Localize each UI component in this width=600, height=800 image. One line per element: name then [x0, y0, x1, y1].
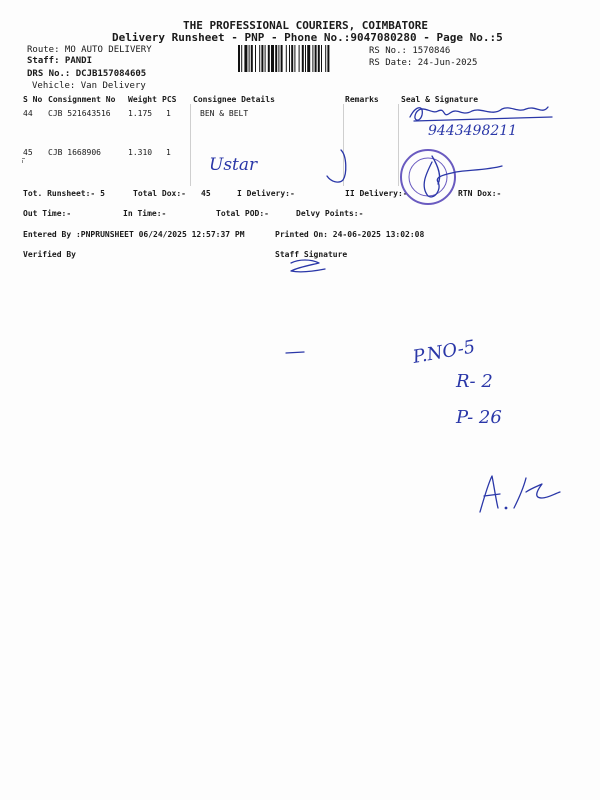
barcode-bar	[241, 45, 242, 72]
barcode-bar	[327, 45, 329, 72]
barcode-bar	[289, 45, 290, 72]
drs-number: DRS No.: DCJB157084605	[27, 69, 147, 79]
initials-scribble	[474, 468, 570, 520]
barcode-bar	[305, 45, 306, 72]
staff-label: Staff: PANDI	[27, 56, 93, 66]
rs-number: RS No.: 1570846	[369, 46, 451, 56]
runsheet-subtitle: Delivery Runsheet - PNP - Phone No.:9047080280 - Page No.:5	[112, 31, 503, 44]
rs-date: RS Date: 24-Jun-2025	[369, 58, 478, 68]
printed-on: Printed On: 24-06-2025 13:02:08	[275, 230, 425, 239]
total-dox-value: 45	[201, 189, 211, 198]
row-44-handwritten-phone: 9443498211	[428, 123, 518, 139]
barcode-bar	[294, 45, 295, 72]
svg-text:Ustar: Ustar	[209, 155, 258, 175]
col-header-weight: Weight	[128, 95, 157, 104]
barcode-bar	[265, 45, 266, 72]
note-pno: P.NO-5	[411, 336, 477, 368]
seal-stamp	[398, 140, 508, 220]
barcode-bar	[255, 45, 256, 72]
barcode-bar	[302, 45, 304, 72]
scan-speck	[22, 160, 23, 163]
staff-signature-scribble	[285, 255, 345, 277]
pen-mark	[284, 348, 308, 358]
barcode-bar	[281, 45, 283, 72]
note-p: P- 26	[456, 407, 502, 428]
barcode-bar	[315, 45, 317, 72]
row-45-remark-handwriting	[205, 146, 365, 186]
barcode-bar	[307, 45, 310, 72]
barcode-bar	[271, 45, 274, 72]
row-45-weight: 1.310	[128, 148, 153, 157]
row-45-consignment: CJB 1668906	[48, 148, 101, 157]
row-44-consignee: BEN & BELT	[200, 109, 249, 118]
barcode-bar	[318, 45, 320, 72]
col-header-pcs: PCS	[162, 95, 177, 104]
col-header-sno: S No	[23, 95, 43, 104]
col-header-remarks: Remarks	[345, 95, 379, 104]
col-header-consignment: Consignment No	[48, 95, 116, 104]
i-delivery: I Delivery:-	[237, 189, 295, 198]
ii-delivery: II Delivery:-	[345, 189, 408, 198]
barcode-bar	[261, 45, 263, 72]
rtn-dox: RTN Dox:-	[458, 189, 502, 198]
barcode-bar	[244, 45, 247, 72]
barcode-bar	[286, 45, 287, 72]
row-44-pcs: 1	[166, 109, 171, 118]
total-dox-label: Total Dox:-	[133, 189, 186, 198]
barcode-bar	[278, 45, 279, 72]
in-time: In Time:-	[123, 209, 167, 218]
barcode-bar	[259, 45, 260, 72]
scan-speck	[22, 158, 25, 159]
col-header-seal: Seal & Signature	[401, 95, 479, 104]
row-45-sno: 45	[23, 148, 33, 157]
company-title: THE PROFESSIONAL COURIERS, COIMBATORE	[183, 19, 429, 32]
entered-by: Entered By :PNPRUNSHEET 06/24/2025 12:57:37 PM	[23, 230, 245, 239]
barcode	[238, 45, 362, 72]
barcode-bar	[275, 45, 277, 72]
barcode-bar	[249, 45, 250, 72]
handwritten-notes	[410, 335, 560, 435]
barcode-bar	[291, 45, 293, 72]
delvy-points: Delvy Points:-	[296, 209, 364, 218]
staff-signature-label: Staff Signature	[275, 250, 348, 259]
tot-runsheet: Tot. Runsheet:- 5	[23, 189, 105, 198]
barcode-bar	[299, 45, 300, 72]
col-header-consignee: Consignee Details	[193, 95, 275, 104]
total-pod: Total POD:-	[216, 209, 269, 218]
out-time: Out Time:-	[23, 209, 72, 218]
barcode-bar	[238, 45, 240, 72]
barcode-bar	[251, 45, 253, 72]
row-45-pcs: 1	[166, 148, 171, 157]
barcode-bar	[312, 45, 313, 72]
verified-by: Verified By	[23, 250, 76, 259]
column-divider	[190, 104, 191, 186]
vehicle-label: Vehicle: Van Delivery	[32, 81, 146, 91]
barcode-bar	[268, 45, 270, 72]
note-r: R- 2	[456, 371, 493, 392]
route-label: Route: MO AUTO DELIVERY	[27, 45, 152, 55]
row-44-signature	[402, 97, 562, 141]
barcode-bar	[325, 45, 326, 72]
barcode-bar	[321, 45, 322, 72]
row-44-consignment: CJB 521643516	[48, 109, 111, 118]
row-44-weight: 1.175	[128, 109, 153, 118]
row-44-sno: 44	[23, 109, 33, 118]
